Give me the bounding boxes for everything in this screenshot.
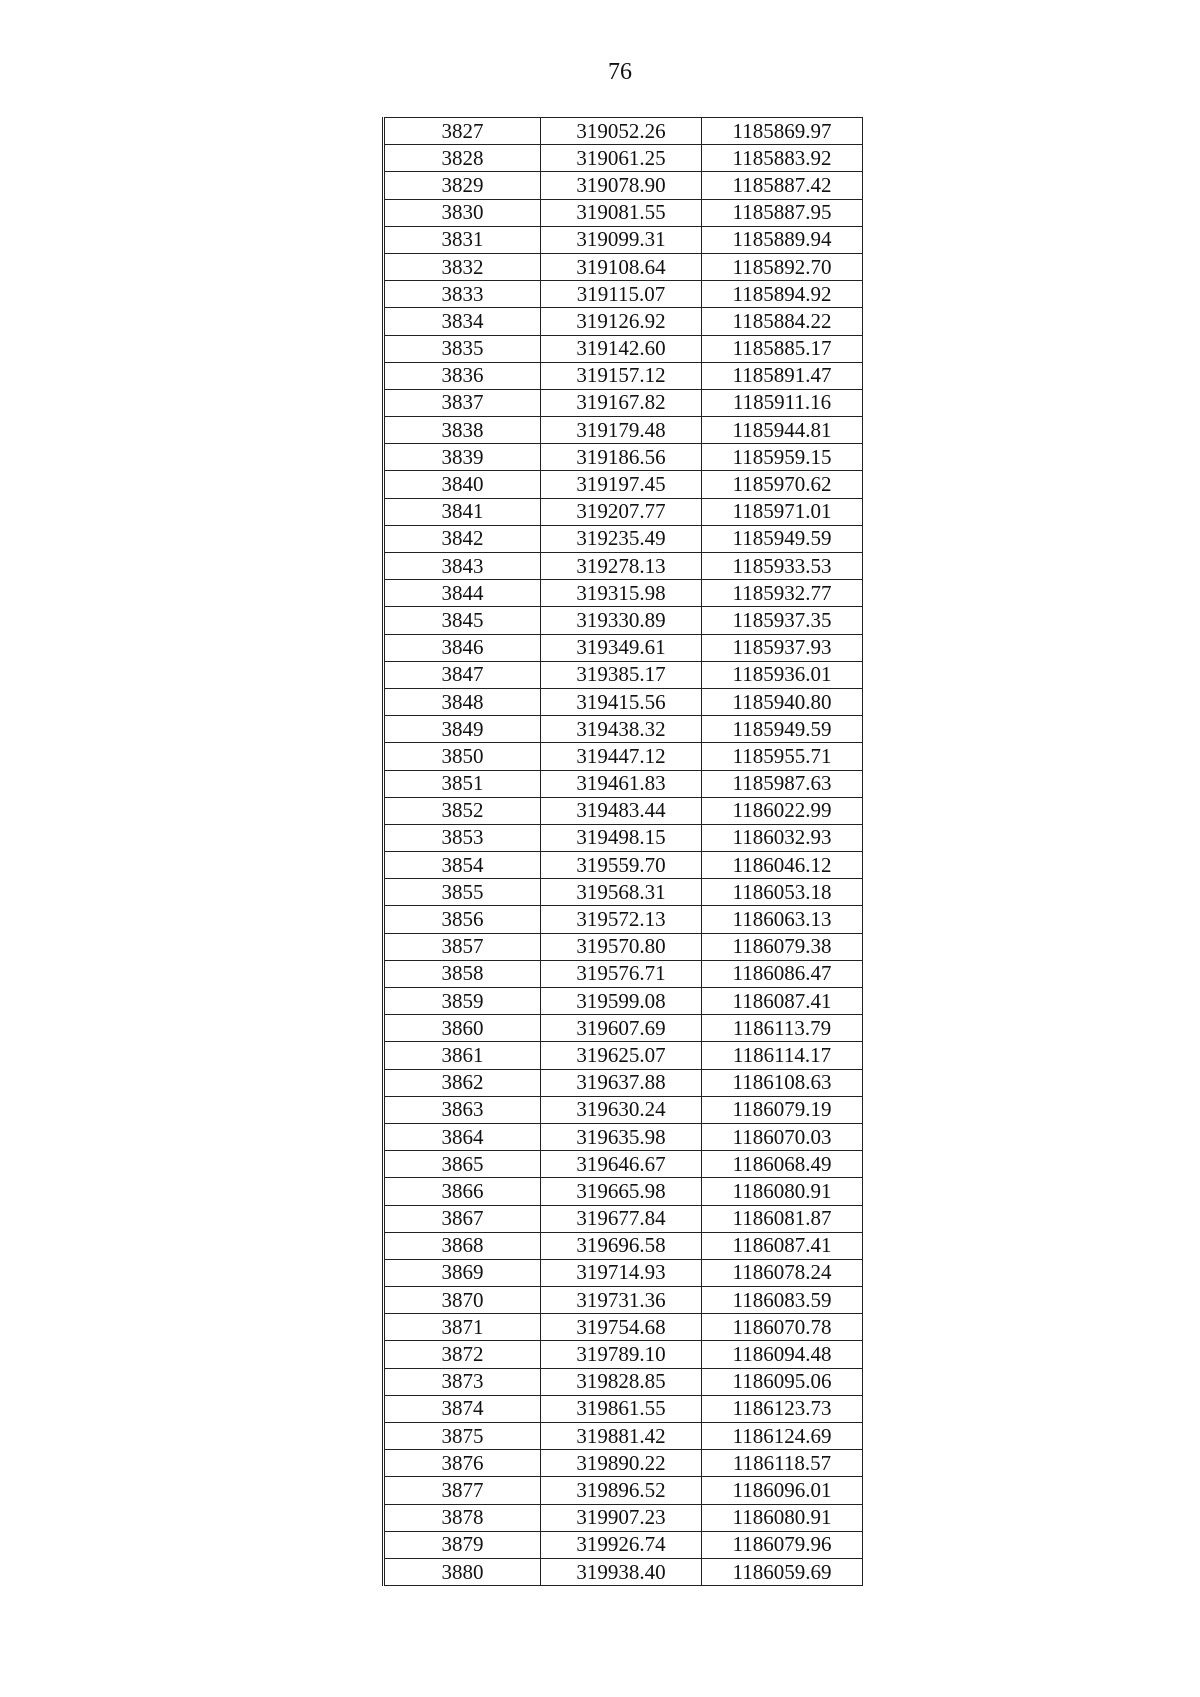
x-coordinate-cell: 319207.77	[541, 498, 702, 525]
point-number-cell: 3863	[384, 1096, 541, 1123]
table-row	[384, 172, 863, 199]
y-coordinate-cell: 1186087.41	[702, 1232, 863, 1259]
table-row	[384, 797, 863, 824]
y-coordinate-cell: 1185970.62	[702, 471, 863, 498]
point-number-cell: 3879	[384, 1531, 541, 1558]
x-coordinate-cell: 319126.92	[541, 308, 702, 335]
x-coordinate-cell: 319696.58	[541, 1232, 702, 1259]
point-number-cell: 3862	[384, 1069, 541, 1096]
y-coordinate-cell: 1185955.71	[702, 743, 863, 770]
x-coordinate-cell: 319890.22	[541, 1450, 702, 1477]
y-coordinate-cell: 1185937.93	[702, 634, 863, 661]
y-coordinate-cell: 1185937.35	[702, 607, 863, 634]
point-number-cell: 3860	[384, 1015, 541, 1042]
table-row	[384, 444, 863, 471]
y-coordinate-cell: 1186083.59	[702, 1287, 863, 1314]
y-coordinate-cell: 1185887.95	[702, 199, 863, 226]
x-coordinate-cell: 319349.61	[541, 634, 702, 661]
point-number-cell: 3847	[384, 661, 541, 688]
table-row	[384, 199, 863, 226]
y-coordinate-cell: 1185949.59	[702, 525, 863, 552]
x-coordinate-cell: 319315.98	[541, 580, 702, 607]
table-row	[384, 145, 863, 172]
point-number-cell: 3844	[384, 580, 541, 607]
x-coordinate-cell: 319099.31	[541, 226, 702, 253]
table-row	[384, 580, 863, 607]
table-row	[384, 1205, 863, 1232]
point-number-cell: 3838	[384, 417, 541, 444]
table-row	[384, 1287, 863, 1314]
y-coordinate-cell: 1186087.41	[702, 988, 863, 1015]
x-coordinate-cell: 319078.90	[541, 172, 702, 199]
table-row	[384, 960, 863, 987]
point-number-cell: 3853	[384, 824, 541, 851]
coordinates-table	[382, 117, 863, 1586]
y-coordinate-cell: 1186059.69	[702, 1558, 863, 1585]
y-coordinate-cell: 1186078.24	[702, 1259, 863, 1286]
y-coordinate-cell: 1185894.92	[702, 281, 863, 308]
x-coordinate-cell: 319646.67	[541, 1151, 702, 1178]
y-coordinate-cell: 1185949.59	[702, 716, 863, 743]
y-coordinate-cell: 1185932.77	[702, 580, 863, 607]
x-coordinate-cell: 319568.31	[541, 879, 702, 906]
point-number-cell: 3833	[384, 281, 541, 308]
y-coordinate-cell: 1186079.96	[702, 1531, 863, 1558]
y-coordinate-cell: 1186118.57	[702, 1450, 863, 1477]
table-row	[384, 1450, 863, 1477]
point-number-cell: 3867	[384, 1205, 541, 1232]
y-coordinate-cell: 1186032.93	[702, 824, 863, 851]
point-number-cell: 3848	[384, 688, 541, 715]
y-coordinate-cell: 1186053.18	[702, 879, 863, 906]
point-number-cell: 3829	[384, 172, 541, 199]
table-row	[384, 498, 863, 525]
point-number-cell: 3830	[384, 199, 541, 226]
x-coordinate-cell: 319789.10	[541, 1341, 702, 1368]
x-coordinate-cell: 319179.48	[541, 417, 702, 444]
x-coordinate-cell: 319081.55	[541, 199, 702, 226]
x-coordinate-cell: 319665.98	[541, 1178, 702, 1205]
x-coordinate-cell: 319907.23	[541, 1504, 702, 1531]
table-row	[384, 471, 863, 498]
x-coordinate-cell: 319167.82	[541, 389, 702, 416]
table-row	[384, 1151, 863, 1178]
point-number-cell: 3852	[384, 797, 541, 824]
table-row	[384, 417, 863, 444]
x-coordinate-cell: 319607.69	[541, 1015, 702, 1042]
point-number-cell: 3842	[384, 525, 541, 552]
table-row	[384, 607, 863, 634]
table-row	[384, 1232, 863, 1259]
x-coordinate-cell: 319052.26	[541, 118, 702, 145]
y-coordinate-cell: 1186079.38	[702, 933, 863, 960]
point-number-cell: 3877	[384, 1477, 541, 1504]
y-coordinate-cell: 1185911.16	[702, 389, 863, 416]
point-number-cell: 3831	[384, 226, 541, 253]
y-coordinate-cell: 1185940.80	[702, 688, 863, 715]
table-row	[384, 852, 863, 879]
y-coordinate-cell: 1186113.79	[702, 1015, 863, 1042]
table-row	[384, 1123, 863, 1150]
y-coordinate-cell: 1186094.48	[702, 1341, 863, 1368]
table-row	[384, 553, 863, 580]
point-number-cell: 3851	[384, 770, 541, 797]
y-coordinate-cell: 1186086.47	[702, 960, 863, 987]
point-number-cell: 3866	[384, 1178, 541, 1205]
point-number-cell: 3876	[384, 1450, 541, 1477]
x-coordinate-cell: 319599.08	[541, 988, 702, 1015]
table-row	[384, 1069, 863, 1096]
y-coordinate-cell: 1185936.01	[702, 661, 863, 688]
x-coordinate-cell: 319635.98	[541, 1123, 702, 1150]
point-number-cell: 3837	[384, 389, 541, 416]
x-coordinate-cell: 319754.68	[541, 1314, 702, 1341]
x-coordinate-cell: 319828.85	[541, 1368, 702, 1395]
x-coordinate-cell: 319108.64	[541, 253, 702, 280]
y-coordinate-cell: 1186068.49	[702, 1151, 863, 1178]
point-number-cell: 3878	[384, 1504, 541, 1531]
y-coordinate-cell: 1186080.91	[702, 1504, 863, 1531]
x-coordinate-cell: 319483.44	[541, 797, 702, 824]
x-coordinate-cell: 319570.80	[541, 933, 702, 960]
x-coordinate-cell: 319330.89	[541, 607, 702, 634]
table-row	[384, 716, 863, 743]
table-row	[384, 1042, 863, 1069]
y-coordinate-cell: 1185885.17	[702, 335, 863, 362]
table-row	[384, 1395, 863, 1422]
y-coordinate-cell: 1185971.01	[702, 498, 863, 525]
y-coordinate-cell: 1186108.63	[702, 1069, 863, 1096]
table-row	[384, 933, 863, 960]
point-number-cell: 3880	[384, 1558, 541, 1585]
x-coordinate-cell: 319731.36	[541, 1287, 702, 1314]
coordinates-table-body	[384, 118, 863, 1586]
point-number-cell: 3846	[384, 634, 541, 661]
x-coordinate-cell: 319415.56	[541, 688, 702, 715]
table-row	[384, 389, 863, 416]
point-number-cell: 3859	[384, 988, 541, 1015]
x-coordinate-cell: 319197.45	[541, 471, 702, 498]
x-coordinate-cell: 319926.74	[541, 1531, 702, 1558]
table-row	[384, 1341, 863, 1368]
point-number-cell: 3872	[384, 1341, 541, 1368]
table-row	[384, 253, 863, 280]
point-number-cell: 3834	[384, 308, 541, 335]
x-coordinate-cell: 319461.83	[541, 770, 702, 797]
table-row	[384, 906, 863, 933]
point-number-cell: 3856	[384, 906, 541, 933]
x-coordinate-cell: 319896.52	[541, 1477, 702, 1504]
table-row	[384, 118, 863, 145]
table-row	[384, 770, 863, 797]
point-number-cell: 3875	[384, 1423, 541, 1450]
y-coordinate-cell: 1186070.78	[702, 1314, 863, 1341]
page-number: 76	[608, 59, 632, 85]
y-coordinate-cell: 1185884.22	[702, 308, 863, 335]
x-coordinate-cell: 319498.15	[541, 824, 702, 851]
x-coordinate-cell: 319625.07	[541, 1042, 702, 1069]
y-coordinate-cell: 1186046.12	[702, 852, 863, 879]
y-coordinate-cell: 1185944.81	[702, 417, 863, 444]
table-row	[384, 281, 863, 308]
table-row	[384, 1314, 863, 1341]
point-number-cell: 3839	[384, 444, 541, 471]
y-coordinate-cell: 1186124.69	[702, 1423, 863, 1450]
table-row	[384, 362, 863, 389]
point-number-cell: 3865	[384, 1151, 541, 1178]
point-number-cell: 3841	[384, 498, 541, 525]
point-number-cell: 3836	[384, 362, 541, 389]
x-coordinate-cell: 319630.24	[541, 1096, 702, 1123]
y-coordinate-cell: 1186114.17	[702, 1042, 863, 1069]
table-row	[384, 634, 863, 661]
table-row	[384, 308, 863, 335]
x-coordinate-cell: 319938.40	[541, 1558, 702, 1585]
x-coordinate-cell: 319572.13	[541, 906, 702, 933]
point-number-cell: 3849	[384, 716, 541, 743]
point-number-cell: 3828	[384, 145, 541, 172]
point-number-cell: 3843	[384, 553, 541, 580]
x-coordinate-cell: 319142.60	[541, 335, 702, 362]
point-number-cell: 3874	[384, 1395, 541, 1422]
x-coordinate-cell: 319677.84	[541, 1205, 702, 1232]
x-coordinate-cell: 319235.49	[541, 525, 702, 552]
table-row	[384, 1178, 863, 1205]
x-coordinate-cell: 319861.55	[541, 1395, 702, 1422]
table-row	[384, 1096, 863, 1123]
y-coordinate-cell: 1185987.63	[702, 770, 863, 797]
y-coordinate-cell: 1186063.13	[702, 906, 863, 933]
table-row	[384, 226, 863, 253]
point-number-cell: 3857	[384, 933, 541, 960]
point-number-cell: 3871	[384, 1314, 541, 1341]
y-coordinate-cell: 1185892.70	[702, 253, 863, 280]
table-row	[384, 879, 863, 906]
x-coordinate-cell: 319714.93	[541, 1259, 702, 1286]
point-number-cell: 3845	[384, 607, 541, 634]
point-number-cell: 3840	[384, 471, 541, 498]
table-row	[384, 661, 863, 688]
y-coordinate-cell: 1185891.47	[702, 362, 863, 389]
table-row	[384, 1015, 863, 1042]
y-coordinate-cell: 1186080.91	[702, 1178, 863, 1205]
table-row	[384, 824, 863, 851]
table-row	[384, 1423, 863, 1450]
x-coordinate-cell: 319447.12	[541, 743, 702, 770]
table-row	[384, 1504, 863, 1531]
point-number-cell: 3861	[384, 1042, 541, 1069]
table-row	[384, 525, 863, 552]
table-row	[384, 743, 863, 770]
point-number-cell: 3870	[384, 1287, 541, 1314]
point-number-cell: 3854	[384, 852, 541, 879]
x-coordinate-cell: 319157.12	[541, 362, 702, 389]
table-row	[384, 988, 863, 1015]
y-coordinate-cell: 1186081.87	[702, 1205, 863, 1232]
x-coordinate-cell: 319385.17	[541, 661, 702, 688]
x-coordinate-cell: 319576.71	[541, 960, 702, 987]
point-number-cell: 3858	[384, 960, 541, 987]
table-row	[384, 335, 863, 362]
point-number-cell: 3835	[384, 335, 541, 362]
y-coordinate-cell: 1185887.42	[702, 172, 863, 199]
point-number-cell: 3850	[384, 743, 541, 770]
table-row	[384, 1531, 863, 1558]
x-coordinate-cell: 319061.25	[541, 145, 702, 172]
y-coordinate-cell: 1185933.53	[702, 553, 863, 580]
x-coordinate-cell: 319637.88	[541, 1069, 702, 1096]
x-coordinate-cell: 319438.32	[541, 716, 702, 743]
x-coordinate-cell: 319278.13	[541, 553, 702, 580]
x-coordinate-cell: 319559.70	[541, 852, 702, 879]
point-number-cell: 3868	[384, 1232, 541, 1259]
y-coordinate-cell: 1186070.03	[702, 1123, 863, 1150]
table-row	[384, 1477, 863, 1504]
point-number-cell: 3832	[384, 253, 541, 280]
x-coordinate-cell: 319186.56	[541, 444, 702, 471]
y-coordinate-cell: 1186095.06	[702, 1368, 863, 1395]
x-coordinate-cell: 319115.07	[541, 281, 702, 308]
y-coordinate-cell: 1186022.99	[702, 797, 863, 824]
table-row	[384, 1259, 863, 1286]
point-number-cell: 3873	[384, 1368, 541, 1395]
point-number-cell: 3869	[384, 1259, 541, 1286]
point-number-cell: 3827	[384, 118, 541, 145]
y-coordinate-cell: 1185889.94	[702, 226, 863, 253]
table-row	[384, 1558, 863, 1585]
point-number-cell: 3864	[384, 1123, 541, 1150]
y-coordinate-cell: 1186096.01	[702, 1477, 863, 1504]
y-coordinate-cell: 1185959.15	[702, 444, 863, 471]
y-coordinate-cell: 1185869.97	[702, 118, 863, 145]
y-coordinate-cell: 1186123.73	[702, 1395, 863, 1422]
table-row	[384, 688, 863, 715]
point-number-cell: 3855	[384, 879, 541, 906]
table-row	[384, 1368, 863, 1395]
y-coordinate-cell: 1186079.19	[702, 1096, 863, 1123]
y-coordinate-cell: 1185883.92	[702, 145, 863, 172]
x-coordinate-cell: 319881.42	[541, 1423, 702, 1450]
